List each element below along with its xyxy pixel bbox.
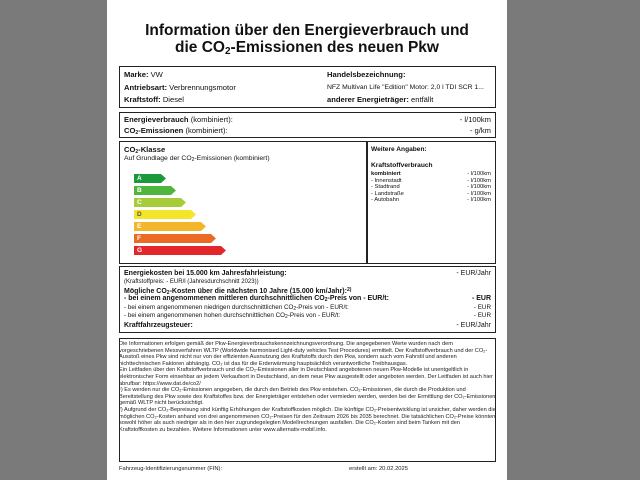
vehicle-tax-label: Kraftfahrzeugsteuer: — [124, 322, 193, 329]
created-date: erstellt am: 20.02.2025 — [349, 466, 408, 472]
co2-class-letter: E — [137, 223, 142, 230]
energy-label-sheet — [107, 0, 507, 480]
page-title — [107, 22, 507, 60]
kraftstoff-value: Diesel — [162, 95, 184, 104]
co2-class-letter: A — [137, 175, 142, 182]
costs-box — [119, 266, 496, 333]
co2-cost-heading: Mögliche $CO_2$-Kosten über die nächsten 10 Jahre (15.000 km/Jahr):$^{2)}$ — [124, 287, 352, 296]
fuel-row — [371, 197, 491, 204]
energieverbrauch-value: - l/100km — [459, 115, 491, 124]
co2-class-arrow-e — [134, 222, 206, 231]
note-paragraph-4: ²) Aufgrund der CO₂-Bepreisung sind künftig Erhöhungen der Kraftstoffkosten möglich. Die künftige CO₂-Preisentwicklung ist unsicher, daher werden die möglichen CO₂-Kosten anhand von drei angenommenen CO₂-Preisen für den Zeitraum 2026 bis 2035 berechnet. Die tatsächlichen CO₂-Preise könnten sowohl höher als auch niedriger als in den hier zugrundegelegten Modellrechnungen ausfallen. Die CO₂-Kosten sind beim Tanken mit den Kraftstoffkosten zu bezahlen. Weitere Informationen unter www.alternativ-mobil.info. — [119, 406, 496, 433]
antriebsart-value: Verbrennungsmotor — [169, 83, 236, 92]
co2-cost-low-value: - EUR — [473, 304, 491, 311]
co2-class-arrow-b — [134, 186, 176, 195]
further-heading: Weitere Angaben: — [371, 146, 427, 153]
co2-class-scale — [134, 174, 254, 264]
co2-cost-high-label: - bei einem angenommenen hohen durchschnittlichen $CO_2$-Preis von - EUR/t: — [124, 312, 341, 320]
fuel-row-value: - l/100km — [467, 190, 491, 197]
energietraeger-label: anderer Energieträger: — [327, 95, 409, 104]
fuel-row-label: - Stadtrand — [371, 184, 400, 191]
handelsbezeichnung-value: NFZ Multivan Life "Edition" Motor: 2,0 l TDI SCR 1... — [327, 84, 484, 91]
co2-class-letter: D — [137, 211, 142, 218]
co2-class-arrow-f — [134, 234, 216, 243]
fuel-row-value: - l/100km — [467, 184, 491, 191]
energy-cost-note: (Kraftstoffpreis: - EUR/l (Jahresdurchschnitt 2023)) — [124, 279, 259, 285]
fuel-row-label: - Innenstadt — [371, 177, 402, 184]
co2-class-arrow-c — [134, 198, 186, 207]
fuel-row-label: - Landstraße — [371, 190, 404, 197]
co2-cost-mid-label: - bei einem angenommenen mittleren durchschnittlichen $CO_2$-Preis von - EUR/t: — [124, 295, 389, 303]
handelsbezeichnung-label: Handelsbezeichnung: — [327, 70, 406, 79]
vehicle-info-box — [119, 66, 496, 108]
co2-class-arrow-a — [134, 174, 166, 183]
energietraeger-value: entfällt — [411, 95, 434, 104]
fuel-row-label: kombiniert — [371, 171, 401, 177]
co2-class-letter: F — [137, 235, 141, 242]
fuel-row-label: - Autobahn — [371, 197, 400, 204]
co2-emissionen-value: - g/km — [469, 126, 491, 135]
further-info-box — [366, 141, 496, 264]
co2-class-letter: G — [137, 247, 143, 254]
energy-cost-value: - EUR/Jahr — [456, 270, 491, 277]
energieverbrauch-label: Energieverbrauch — [124, 115, 189, 124]
antriebsart-label: Antriebsart: — [124, 83, 168, 92]
energy-cost-label: Energiekosten bei 15.000 km Jahresfahrleistung: — [124, 270, 287, 277]
notes-text — [119, 341, 497, 433]
note-paragraph-1: Die Informationen erfolgen gemäß der Pkw-Energieverbrauchskennzeichnungsverordnung. Die angegebenen Werte wurden nach dem vorgeschriebenen Messverfahren WLTP (Worldwide harmonised Light-duty vehicles Test Procedures) ermittelt. Der Kraftstoffverbrauch und der CO₂-Ausstoß eines Pkw sind nicht nur von der effizienten Ausnutzung des Kraftstoffs durch den Pkw, sondern auch vom Fahrstil und anderen nichttechnischen Faktoren abhängig. CO₂ ist das für die Erderwärmung hauptsächlich verantwortliche Treibhausgas. — [119, 341, 488, 367]
title-line-2: die CO2-Emissionen des neuen Pkw — [175, 39, 439, 57]
fuel-row-value: - l/100km — [467, 197, 491, 204]
co2-class-box — [119, 141, 368, 264]
co2-class-arrow-d — [134, 210, 196, 219]
consumption-box: Energieverbrauch (kombiniert): - l/100km $CO_2$-Emissionen (kombiniert): - g/km — [119, 112, 496, 138]
marke-value: VW — [150, 70, 163, 79]
co2-class-basis: Auf Grundlage der $CO_2$-Emissionen (kombiniert) — [124, 155, 270, 163]
co2-class-letter: C — [137, 199, 142, 206]
vehicle-tax-value: - EUR/Jahr — [456, 322, 491, 329]
note-paragraph-3: ¹) Es werden nur die CO₂-Emissionen angegeben, die durch den Betrieb des Pkw entstehen. CO₂-Emissionen, die durch die Produktion und Bereitstellung des Pkw sowie des Kraftstoffes bzw. der Energieträger entstehen oder vermieden werden, werden bei der Ermittlung der CO₂-Emissionen gemäß WLTP nicht berücksichtigt. — [119, 387, 496, 407]
co2-class-heading: $CO_2$-Klasse — [124, 145, 166, 155]
co2-cost-mid-value: - EUR — [471, 295, 491, 302]
title-line-1: Information über den Energieverbrauch und — [145, 22, 469, 39]
fuel-row-value: - l/100km — [467, 171, 491, 177]
co2-emissionen-label: $CO_2$-Emissionen — [124, 126, 184, 136]
fuel-consumption-table — [371, 171, 491, 211]
marke-label: Marke: — [124, 70, 149, 79]
co2-cost-low-label: - bei einem angenommenen niedrigen durchschnittlichen $CO_2$-Preis von - EUR/t: — [124, 304, 349, 312]
fuel-row-value: - l/100km — [467, 177, 491, 184]
co2-class-letter: B — [137, 187, 142, 194]
fin-label: Fahrzeug-Identifizierungsnummer (FIN): — [119, 466, 223, 472]
kraftstoff-label: Kraftstoff: — [124, 95, 161, 104]
co2-class-arrow-g — [134, 246, 226, 255]
note-paragraph-2: Ein Leitfaden über den Kraftstoffverbrauch und die CO₂-Emissionen aller in Deutschland angebotenen neuen Pkw-Modelle ist unentgeltlich in elektronischer Form einsehbar an jedem Verkaufsort in Deutschland, an dem neue Pkw ausgestellt oder angeboten werden. Der Leitfaden ist auch hier abrufbar: https://www.dat.de/co2/ — [119, 367, 493, 387]
co2-cost-high-value: - EUR — [473, 312, 491, 319]
fuel-consumption-heading: Kraftstoffverbrauch — [371, 162, 433, 169]
